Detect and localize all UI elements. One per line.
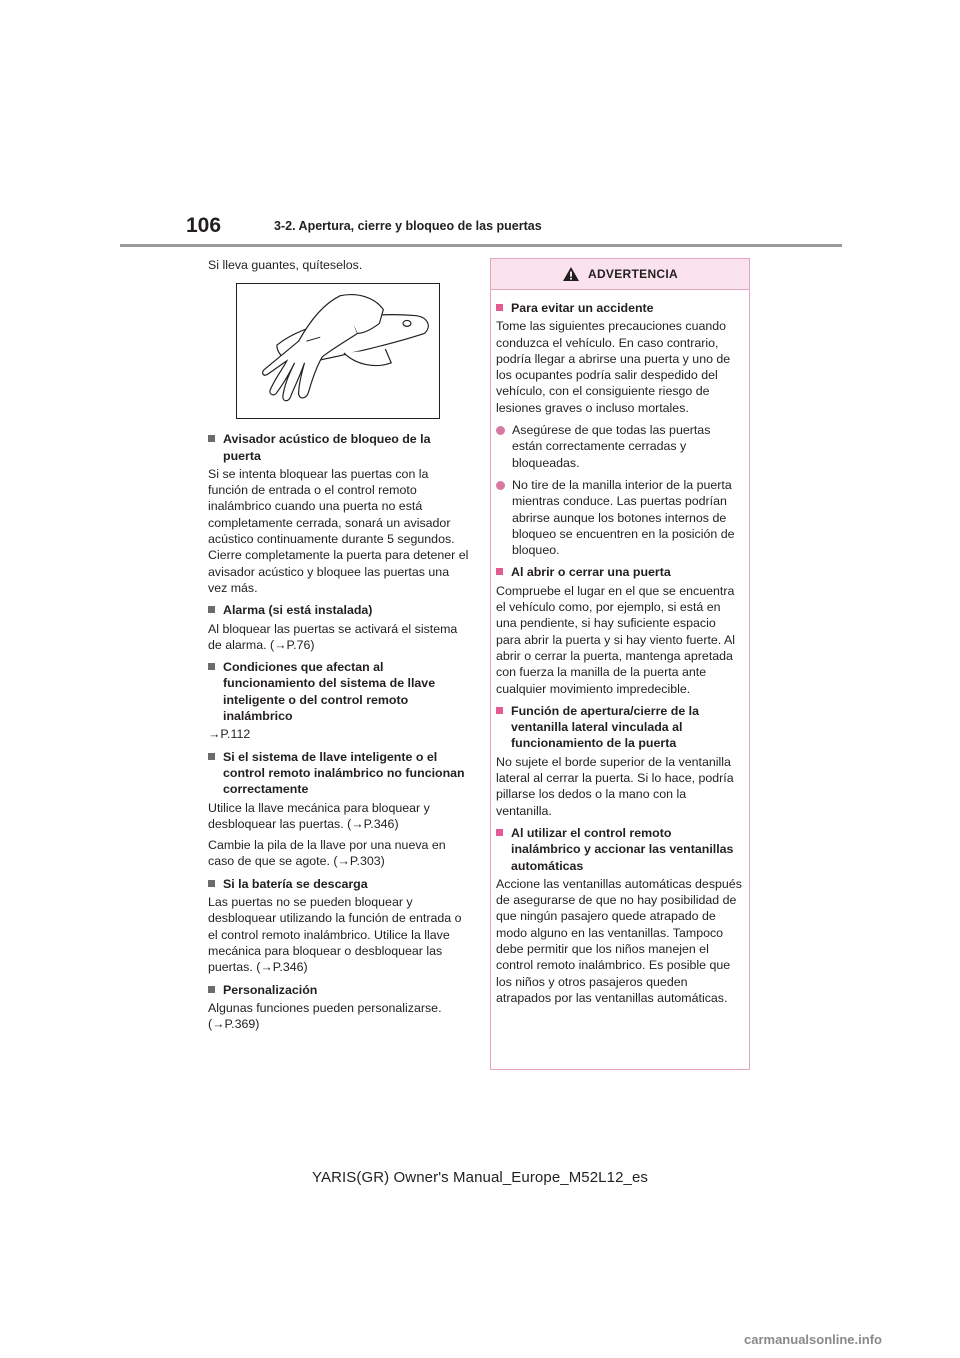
square-bullet-icon xyxy=(208,435,215,442)
warning-bullet-1: Asegúrese de que todas las puertas están correctamente cerradas y bloqueadas. xyxy=(496,422,743,471)
text-lock-buzzer: Si se intenta bloquear las puertas con la función de entrada o el control remoto inalámbrico cuando una puerta no está completamente cerrada, sonará un avisador acústico continuamente durante 5 segundos. Cierre completamente la puerta para detener el avisador acústico y bloquee las puertas una vez más. xyxy=(208,466,469,595)
warning-heading-open-close: Al abrir o cerrar una puerta xyxy=(496,564,743,580)
text-battery: Las puertas no se pueden bloquear y desbloquear utilizando la función de entrada o el control remoto inalámbrico. Utilice la llave mecánica para bloquear o desbloquear las puertas. (→P.346) xyxy=(208,895,462,975)
heading-battery: Si la batería se descarga xyxy=(208,876,470,892)
watermark: carmanualsonline.info xyxy=(744,1332,882,1347)
warning-heading-window-function: Función de apertura/cierre de la ventanilla lateral vinculada al funcionamiento de la puerta xyxy=(496,703,743,752)
warning-body xyxy=(491,290,749,1006)
square-bullet-icon xyxy=(496,304,503,311)
warning-heading-remote-windows: Al utilizar el control remoto inalámbrico y accionar las ventanillas automáticas xyxy=(496,825,743,874)
footer-manual-id: YARIS(GR) Owner's Manual_Europe_M52L12_es xyxy=(311,1169,648,1186)
heading-malfunction: Si el sistema de llave inteligente o el control remoto inalámbrico no funcionan correctamente xyxy=(208,749,470,798)
square-bullet-icon xyxy=(496,829,503,836)
warning-text-accident: Tome las siguientes precauciones cuando conduzca el vehículo. En caso contrario, podría llegar a abrirse una puerta y uno de los ocupantes podría salir despedido del vehículo, con el consiguiente riesgo de lesiones graves o incluso mortales. xyxy=(496,319,731,415)
text-conditions: →P.112 xyxy=(208,727,251,742)
page-number: 106 xyxy=(186,214,222,237)
warning-text-open-close: Compruebe el lugar en el que se encuentra el vehículo como, por ejemplo, si está en una pendiente, si hay suficiente espacio para abrir la puerta y si hay viento fuerte. Al abrir o cerrar la puerta, mantenga apretada con fuerza la manilla de la puerta ante cualquier movimiento impredecible. xyxy=(496,583,735,696)
square-bullet-icon xyxy=(208,986,215,993)
section-title: 3-2. Apertura, cierre y bloqueo de las puertas xyxy=(274,219,542,233)
warning-heading-accident: Para evitar un accidente xyxy=(496,300,743,316)
heading-customization: Personalización xyxy=(208,982,470,998)
text-customization: Algunas funciones pueden personalizarse. (→P.369) xyxy=(208,1000,442,1032)
warning-text-remote-windows: Accione las ventanillas automáticas después de asegurarse de que no hay posibilidad de que ningún pasajero quede atrapado de modo alguno en las ventanillas. Tampoco debe permitir que los niños manejen el control remoto inalámbrico. Es posible que los niños y otros pasajeros queden atrapados por las ventanillas automáticas. xyxy=(496,876,742,1005)
warning-text-window-function: No sujete el borde superior de la ventanilla lateral al cerrar la puerta. Si lo hace, podría pillarse los dedos o la mano con la ventanilla. xyxy=(496,754,734,818)
square-bullet-icon xyxy=(496,568,503,575)
text-alarm: Al bloquear las puertas se activará el sistema de alarma. (→P.76) xyxy=(208,621,458,652)
square-bullet-icon xyxy=(208,663,215,670)
heading-conditions: Condiciones que afectan al funcionamiento del sistema de llave inteligente o del control remoto inalámbrico xyxy=(208,659,470,724)
text-malfunction-2: Cambie la pila de la llave por una nueva en caso de que se agote. (→P.303) xyxy=(208,838,446,869)
heading-lock-buzzer: Avisador acústico de bloqueo de la puerta xyxy=(208,431,470,464)
warning-title: ADVERTENCIA xyxy=(588,267,678,281)
intro-text: Si lleva guantes, quíteselos. xyxy=(208,258,363,272)
warning-box xyxy=(490,258,750,1070)
circle-bullet-icon xyxy=(496,481,505,490)
square-bullet-icon xyxy=(208,606,215,613)
warning-triangle-icon xyxy=(562,266,580,282)
header-rule xyxy=(120,244,842,247)
square-bullet-icon xyxy=(208,880,215,887)
warning-bullet-2: No tire de la manilla interior de la puerta mientras conduce. Las puertas podrían abrirse aunque los botones internos de bloqueo se encuentren en la posición de bloqueo. xyxy=(496,477,743,558)
warning-header xyxy=(491,259,749,290)
left-column xyxy=(208,257,470,1037)
heading-alarm: Alarma (si está instalada) xyxy=(208,602,470,618)
gloved-hand-door-handle-illustration xyxy=(236,283,440,419)
text-malfunction-1: Utilice la llave mecánica para bloquear y desbloquear las puertas. (→P.346) xyxy=(208,800,430,831)
square-bullet-icon xyxy=(496,707,503,714)
circle-bullet-icon xyxy=(496,426,505,435)
square-bullet-icon xyxy=(208,753,215,760)
